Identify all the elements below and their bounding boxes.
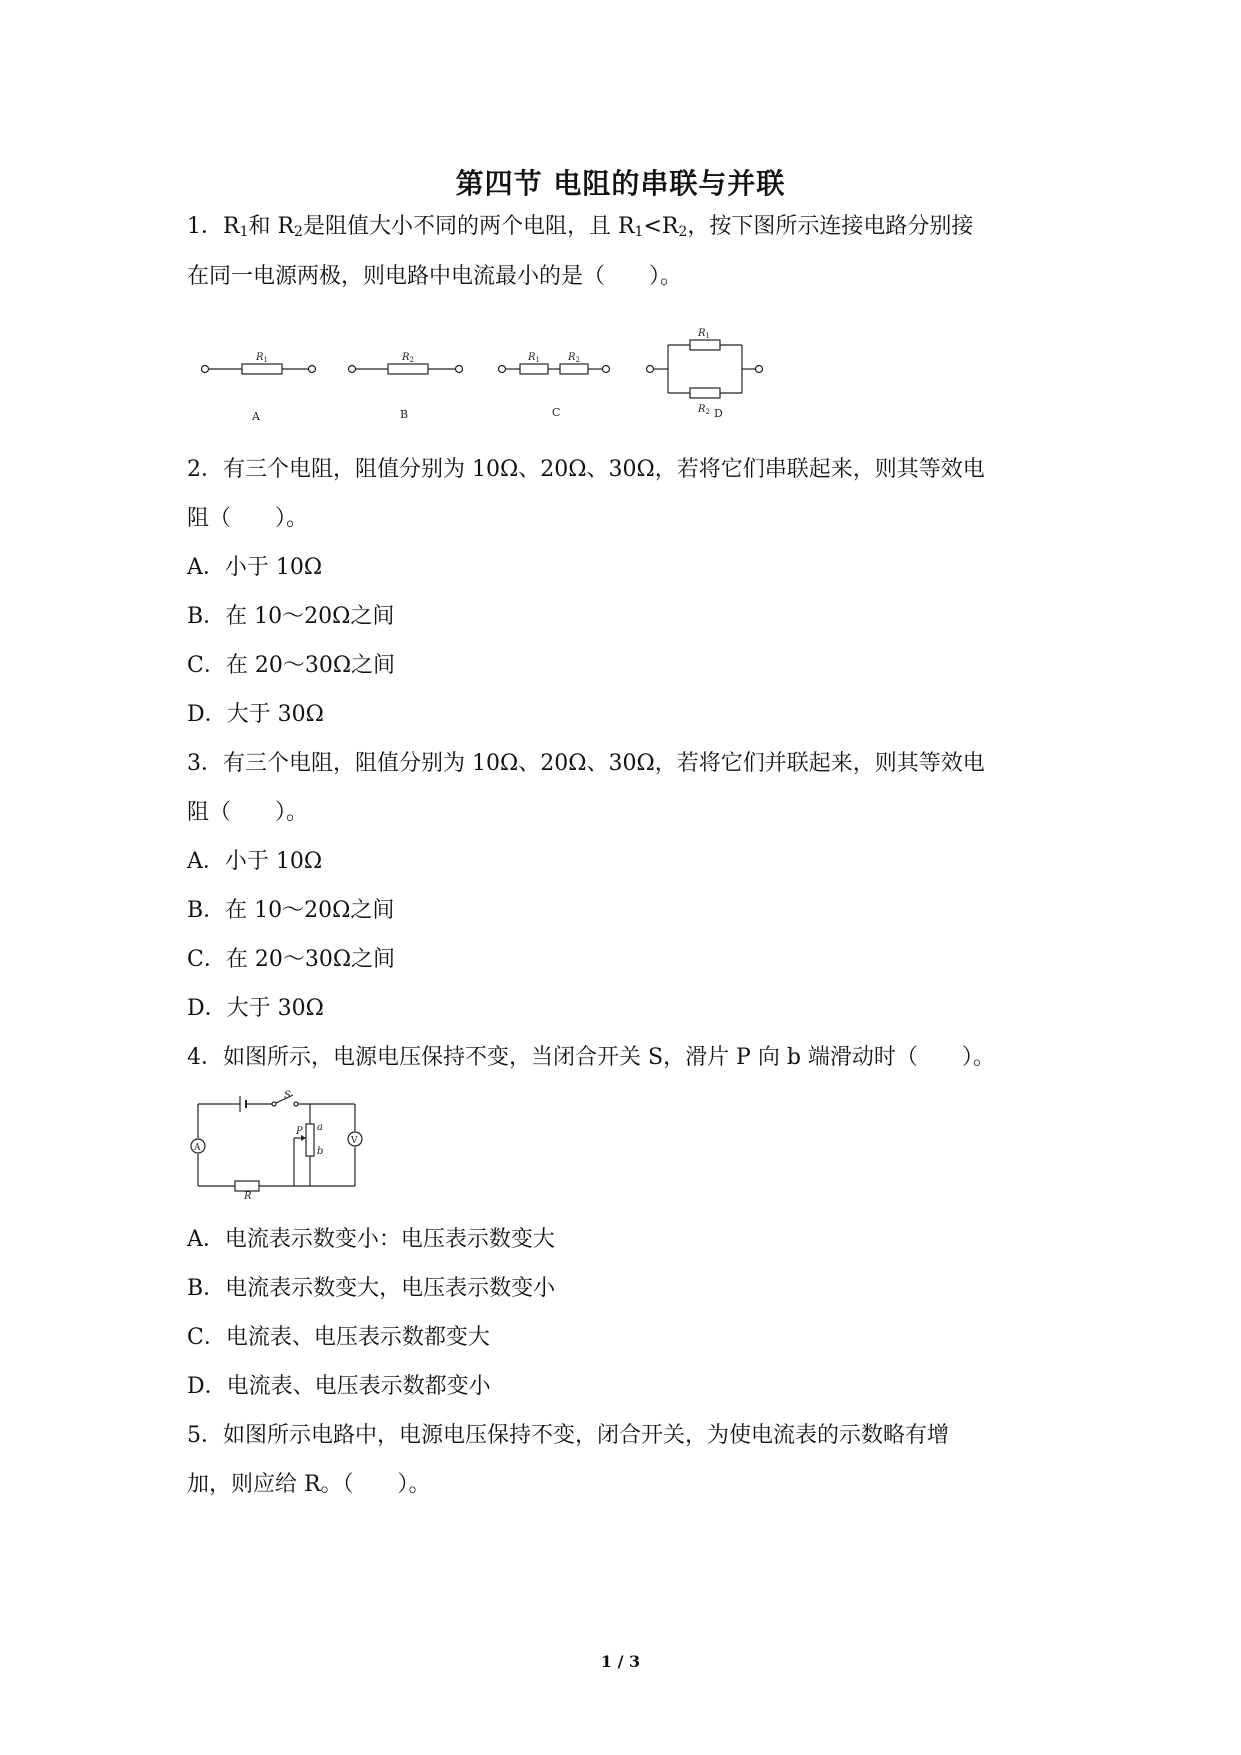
q2-option-c: C．在 20～30Ω之间 (187, 653, 396, 678)
q3-option-b: B．在 10～20Ω之间 (187, 898, 395, 923)
q4-terminal-b-label: b (317, 1146, 324, 1157)
q4-voltmeter-label: V (351, 1136, 358, 1146)
q2-option-b: B．在 10～20Ω之间 (187, 604, 395, 629)
q4-switch-label: S (284, 1090, 291, 1101)
q1-a-r1-label: $R_1$ (256, 352, 268, 364)
q2-line2: 阻（ ）。 (187, 506, 309, 531)
q1-d-r2-label: $R_2$ (698, 404, 710, 416)
q1-c-r2-label: $R_2$ (568, 352, 580, 364)
q4-terminal-a-label: a (317, 1122, 323, 1133)
q4-circuit-svg (190, 1090, 365, 1200)
q1-line2: 在同一电源两极，则电路中电流最小的是（ ）。 (187, 264, 683, 289)
q3-line2: 阻（ ）。 (187, 800, 309, 825)
q1-c-r1-label: $R_1$ (528, 352, 540, 364)
q2-option-d: D．大于 30Ω (187, 702, 324, 727)
page-number: 1 / 3 (600, 1652, 641, 1671)
q5-line2: 加，则应给 R。（ ）。 (187, 1472, 431, 1497)
q1-d-r1-label: $R_1$ (698, 328, 710, 340)
q3-line1: 3．有三个电阻，阻值分别为 10Ω、20Ω、30Ω，若将它们并联起来，则其等效电 (187, 751, 985, 776)
q4-circuit-figure (190, 1090, 365, 1204)
q5-line1: 5．如图所示电路中，电源电压保持不变，闭合开关，为使电流表的示数略有增 (187, 1423, 949, 1448)
q1-option-d-label: D (714, 407, 723, 420)
q1-option-c-label: C (552, 406, 561, 419)
q4-ammeter-label: A (194, 1143, 201, 1153)
q1-circuit-svg (190, 322, 790, 422)
q4-option-d: D．电流表、电压表示数都变小 (187, 1374, 491, 1399)
q4-slider-label: P (296, 1126, 303, 1137)
q1-line1: 1．$R_1$和 $R_2$是阻值大小不同的两个电阻，且 $R_1<R_2$，按下图所示连接电路分别接 (187, 214, 974, 240)
q1-circuit-figure (190, 322, 790, 426)
q1-option-a-label: A (252, 410, 260, 422)
page-title: 第四节 电阻的串联与并联 (455, 167, 786, 200)
q4-option-c: C．电流表、电压表示数都变大 (187, 1325, 490, 1350)
q3-option-d: D．大于 30Ω (187, 996, 324, 1021)
q2-line1: 2．有三个电阻，阻值分别为 10Ω、20Ω、30Ω，若将它们串联起来，则其等效电 (187, 457, 985, 482)
q3-option-a: A．小于 10Ω (187, 849, 323, 874)
q2-option-a: A．小于 10Ω (187, 555, 323, 580)
q4-resistor-label: R (244, 1191, 252, 1200)
q4-option-a: A．电流表示数变小：电压表示数变大 (187, 1227, 555, 1252)
q3-option-c: C．在 20～30Ω之间 (187, 947, 396, 972)
q4-option-b: B．电流表示数变大，电压表示数变小 (187, 1276, 556, 1301)
q1-b-r2-label: $R_2$ (402, 352, 414, 364)
q1-option-b-label: B (400, 408, 409, 421)
q4-line1: 4．如图所示，电源电压保持不变，当闭合开关 S，滑片 P 向 b 端滑动时（ ）。 (187, 1045, 995, 1070)
